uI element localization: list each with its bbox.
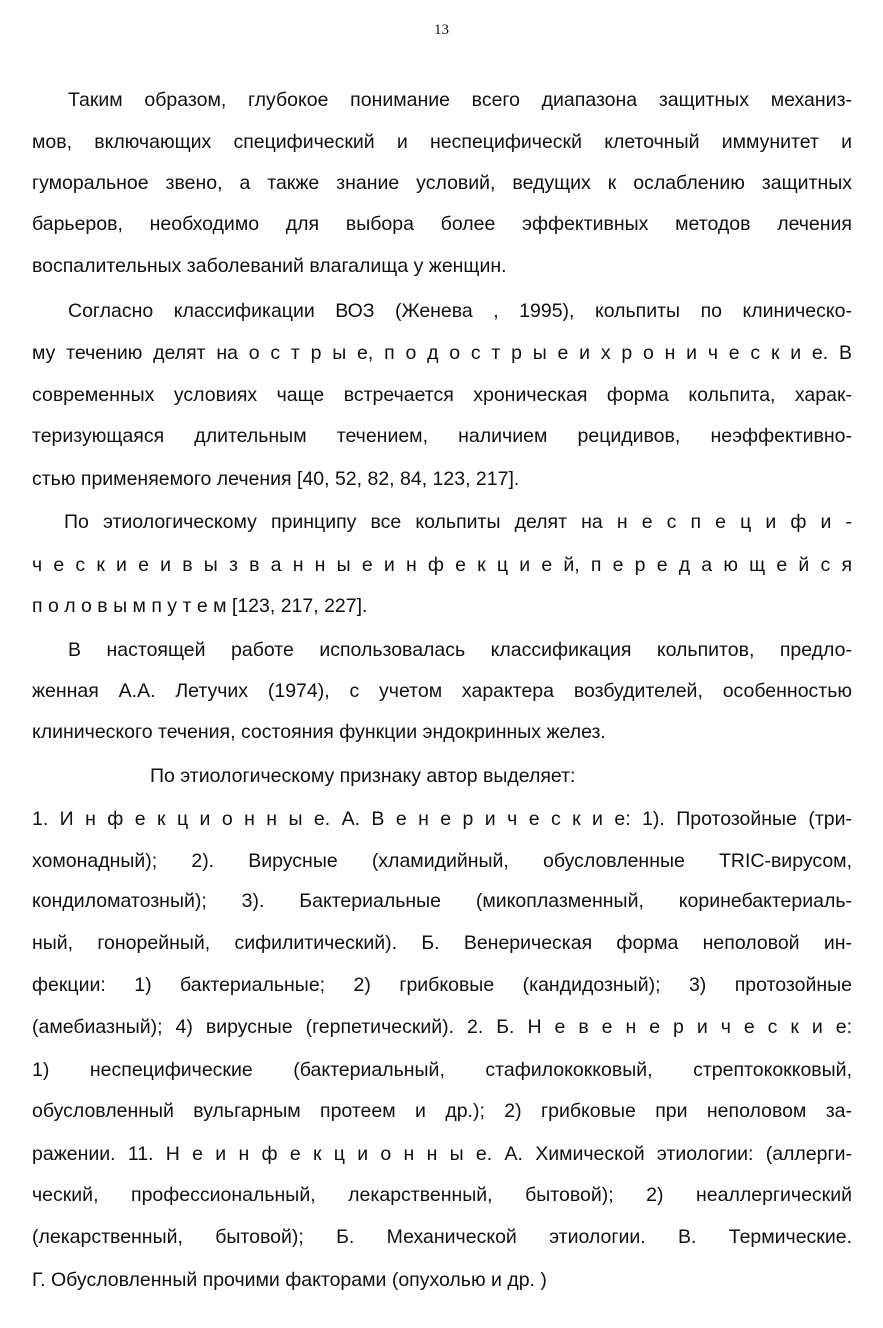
text-line: женная А.А. Летучих (1974), с учетом характера возбудителей, особенностью <box>32 680 852 702</box>
text-line: му течению делят на о с т р ы е, п о д о с т р ы е и х р о н и ч е с к и е. В <box>32 342 852 364</box>
text-line: кондиломатозный); 3). Бактериальные (микоплазменный, коринебактериаль- <box>32 890 852 912</box>
text-line: Г. Обусловленный прочими факторами (опухолью и др. ) <box>32 1269 547 1291</box>
text-line: стью применяемого лечения [40, 52, 82, 84, 123, 217]. <box>32 468 520 490</box>
text-line: гуморальное звено, а также знание условий, ведущих к ослаблению защитных <box>32 172 852 194</box>
text-line: ный, гонорейный, сифилитический). Б. Венерическая форма неполовой ин- <box>32 932 852 954</box>
text-line: 1. И н ф е к ц и о н н ы е. А. В е н е р и ч е с к и е: 1). Протозойные (три- <box>32 808 852 830</box>
text-line: ражении. 11. Н е и н ф е к ц и о н н ы е. А. Химической этиологии: (аллерги- <box>32 1143 852 1165</box>
text-line: хомонадный); 2). Вирусные (хламидийный, обусловленные TRIC-вирусом, <box>32 850 852 872</box>
text-line: В настоящей работе использовалась классификация кольпитов, предло- <box>68 639 852 661</box>
text-line: ческий, профессиональный, лекарственный, бытовой); 2) неаллергический <box>32 1184 852 1206</box>
text-line: барьеров, необходимо для выбора более эффективных методов лечения <box>32 213 852 235</box>
text-line: современных условиях чаще встречается хроническая форма кольпита, харак- <box>32 384 852 406</box>
text-line: теризующаяся длительным течением, наличием рецидивов, неэффективно- <box>32 425 852 447</box>
text-line: Согласно классификации ВОЗ (Женева , 1995), кольпиты по клиническо- <box>68 300 852 322</box>
text-line: клинического течения, состояния функции эндокринных желез. <box>32 721 606 743</box>
text-line: По этиологическому принципу все кольпиты делят на н е с п е ц и ф и - <box>64 511 852 533</box>
text-line: ч е с к и е и в ы з в а н н ы е и н ф е к ц и е й, п е р е д а ю щ е й с я <box>32 554 852 576</box>
text-line: (лекарственный, бытовой); Б. Механической этиологии. В. Термические. <box>32 1226 852 1248</box>
text-line: (амебиазный); 4) вирусные (герпетический). 2. Б. Н е в е н е р и ч е с к и е: <box>32 1016 852 1038</box>
text-line: п о л о в ы м п у т е м [123, 217, 227]. <box>32 595 368 617</box>
text-line: фекции: 1) бактериальные; 2) грибковые (кандидозный); 3) протозойные <box>32 974 852 996</box>
text-line: Таким образом, глубокое понимание всего диапазона защитных механиз- <box>68 89 852 111</box>
text-line: 1) неспецифические (бактериальный, стафилококковый, стрептококковый, <box>32 1059 852 1081</box>
text-line: воспалительных заболеваний влагалища у женщин. <box>32 255 507 277</box>
text-line: обусловленный вульгарным протеем и др.); 2) грибковые при неполовом за- <box>32 1100 852 1122</box>
page-number: 13 <box>434 22 449 38</box>
text-line: По этиологическому признаку автор выделяет: <box>150 765 576 787</box>
text-line: мов, включающих специфический и неспецифическй клеточный иммунитет и <box>32 131 852 153</box>
